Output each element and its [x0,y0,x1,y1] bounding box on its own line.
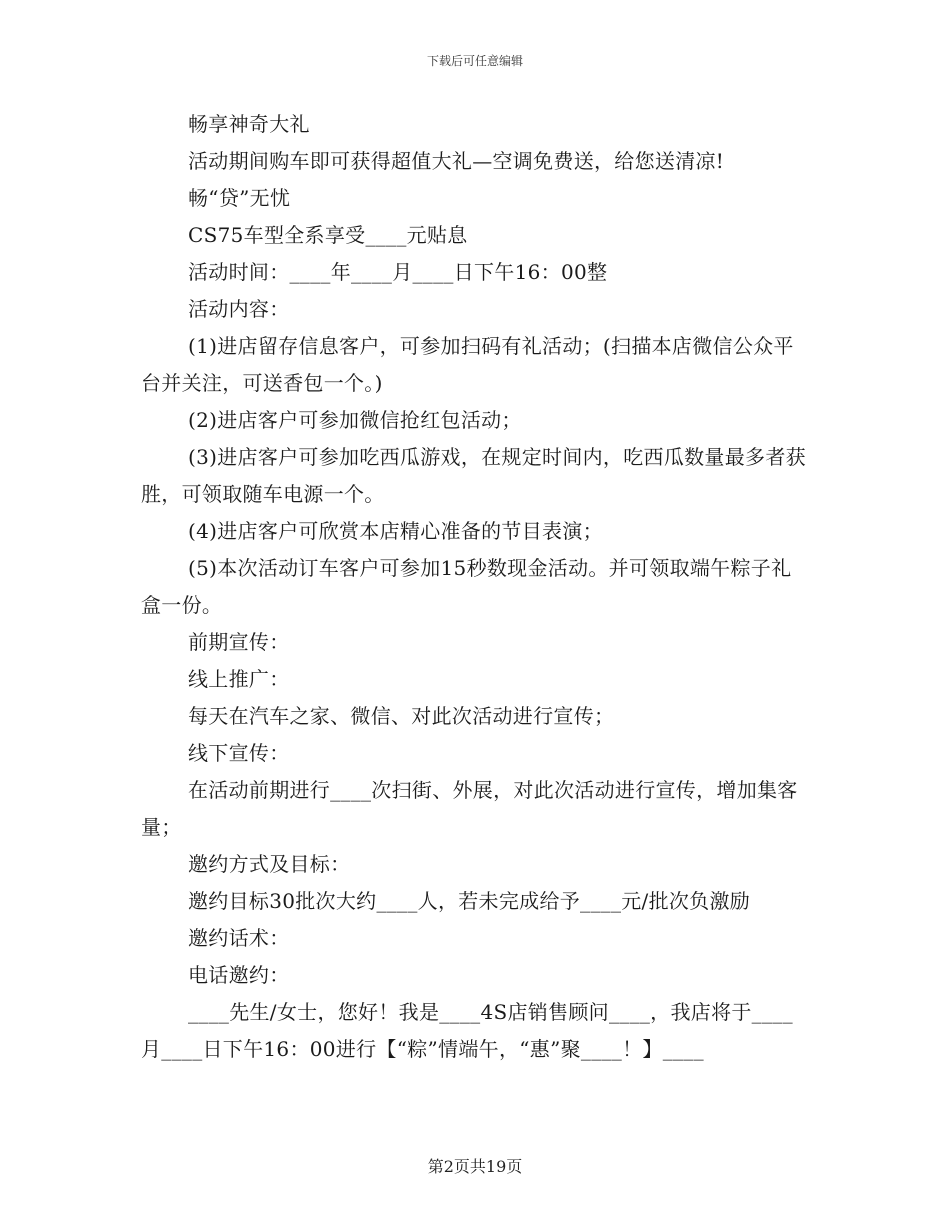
paragraph-invite-heading: 邀约方式及目标： [188,852,351,876]
paragraph-item-3: (3)进店客户可参加吃西瓜游戏，在规定时间内，吃西瓜数量最多者获胜，可领取随车电源一个。 [141,445,806,506]
paragraph-online-detail: 每天在汽车之家、微信、对此次活动进行宣传； [188,704,615,728]
paragraph-item-4: (4)进店客户可欣赏本店精心准备的节目表演； [188,519,603,543]
paragraph-event-time: 活动时间：____年____月____日下午16：00整 [188,260,608,284]
document-body [141,106,811,1068]
paragraph-item-2: (2)进店客户可参加微信抢红包活动； [188,408,522,432]
page-header: 下载后可任意编辑 [426,54,523,68]
paragraph-item-5: (5)本次活动订车客户可参加15秒数现金活动。并可领取端午粽子礼盒一份。 [141,556,792,617]
page-footer: 第2页共19页 [427,1157,523,1176]
paragraph-event-content-heading: 活动内容： [188,297,290,321]
paragraph-script-heading: 邀约话术： [188,926,290,950]
paragraph-gift-title: 畅享神奇大礼 [188,112,310,136]
paragraph-loan-title: 畅“贷”无忧 [188,186,291,210]
paragraph-online-heading: 线上推广： [188,667,290,691]
paragraph-offline-detail: 在活动前期进行____次扫街、外展，对此次活动进行宣传，增加集客量； [141,778,798,839]
paragraph-invite-target: 邀约目标30批次大约____人，若未完成给予____元/批次负激励 [188,889,751,913]
paragraph-promo-heading: 前期宣传： [188,630,290,654]
paragraph-loan-detail: CS75车型全系享受____元贴息 [188,223,468,247]
paragraph-offline-heading: 线下宣传： [188,741,290,765]
paragraph-phone-heading: 电话邀约： [188,963,290,987]
paragraph-phone-script: ____先生/女士，您好！我是____4S店销售顾问____，我店将于____月____日下午16：00进行【“粽”情端午，“惠”聚____！】____ [141,1000,793,1061]
paragraph-item-1: (1)进店留存信息客户，可参加扫码有礼活动；(扫描本店微信公众平台并关注，可送香包一个。) [141,334,794,395]
paragraph-gift-detail: 活动期间购车即可获得超值大礼—空调免费送，给您送清凉! [188,149,725,173]
